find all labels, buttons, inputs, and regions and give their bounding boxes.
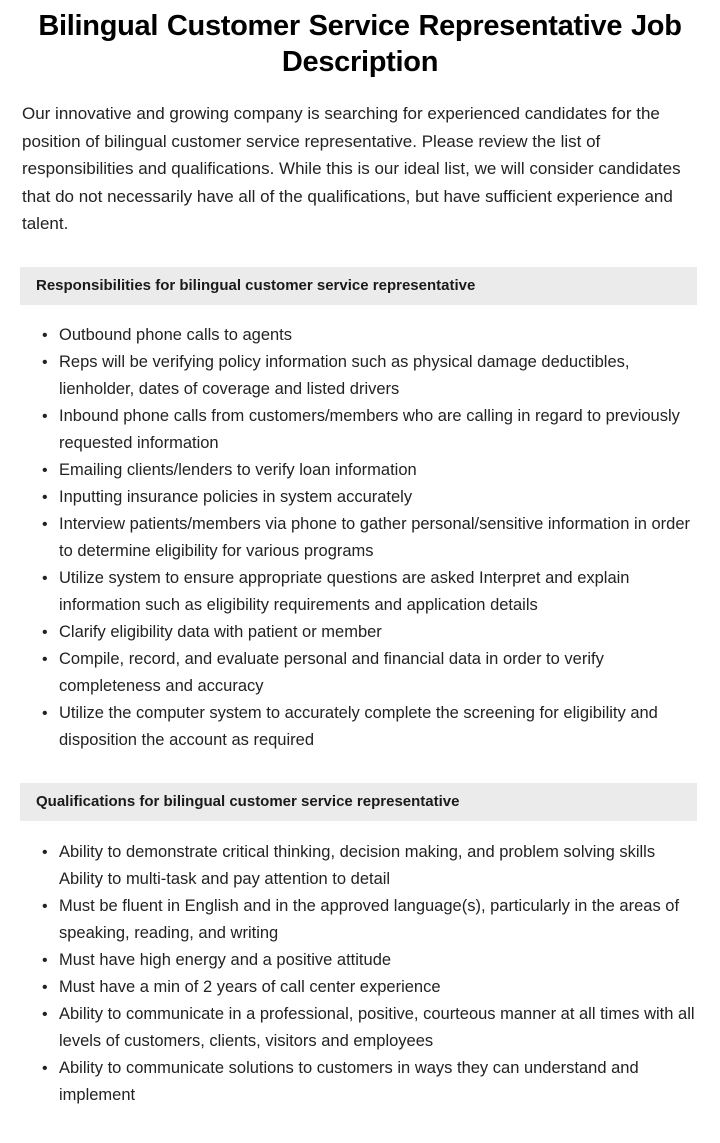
list-item: • Interview patients/members via phone to gather personal/sensitive information in order to determine eligibility for various programs <box>0 511 696 565</box>
section-header-responsibilities: Responsibilities for bilingual customer service representative <box>20 267 697 305</box>
list-item: • Emailing clients/lenders to verify loan information <box>0 457 696 484</box>
list-item: • Reps will be verifying policy information such as physical damage deductibles, lienholder, dates of coverage and listed drivers <box>0 349 696 403</box>
list-item: • Utilize the computer system to accurately complete the screening for eligibility and disposition the account as required <box>0 700 696 754</box>
page-bottom-spacer <box>0 1109 720 1143</box>
responsibilities-list <box>0 305 720 754</box>
list-item: • Inputting insurance policies in system accurately <box>0 484 696 511</box>
qualifications-list <box>0 821 720 1109</box>
page-title: Bilingual Customer Service Representative Job Description <box>38 10 682 78</box>
section-qualifications <box>0 783 720 1109</box>
list-item: • Outbound phone calls to agents <box>0 322 696 349</box>
list-item: • Ability to communicate solutions to customers in ways they can understand and implement <box>0 1055 696 1109</box>
list-item: • Ability to demonstrate critical thinking, decision making, and problem solving skills Ability to multi-task and pay attention to detail <box>0 839 696 893</box>
section-header-qualifications: Qualifications for bilingual customer service representative <box>20 783 697 821</box>
list-item: • Utilize system to ensure appropriate questions are asked Interpret and explain information such as eligibility requirements and application details <box>0 565 696 619</box>
section-responsibilities <box>0 267 720 754</box>
list-item: • Inbound phone calls from customers/members who are calling in regard to previously requested information <box>0 403 696 457</box>
list-item: • Clarify eligibility data with patient or member <box>0 619 696 646</box>
intro-paragraph: Our innovative and growing company is searching for experienced candidates for the position of bilingual customer service representative. Please review the list of responsibilities and qualifications. While this is our ideal list, we will consider candidates that do not necessarily have all of the qualifications, but have sufficient experience and talent. <box>22 104 681 233</box>
list-item: • Must have a min of 2 years of call center experience <box>0 974 696 1001</box>
list-item: • Must have high energy and a positive attitude <box>0 947 696 974</box>
list-item: • Compile, record, and evaluate personal and financial data in order to verify completeness and accuracy <box>0 646 696 700</box>
list-item: • Must be fluent in English and in the approved language(s), particularly in the areas of speaking, reading, and writing <box>0 893 696 947</box>
list-item: • Ability to communicate in a professional, positive, courteous manner at all times with all levels of customers, clients, visitors and employees <box>0 1001 696 1055</box>
